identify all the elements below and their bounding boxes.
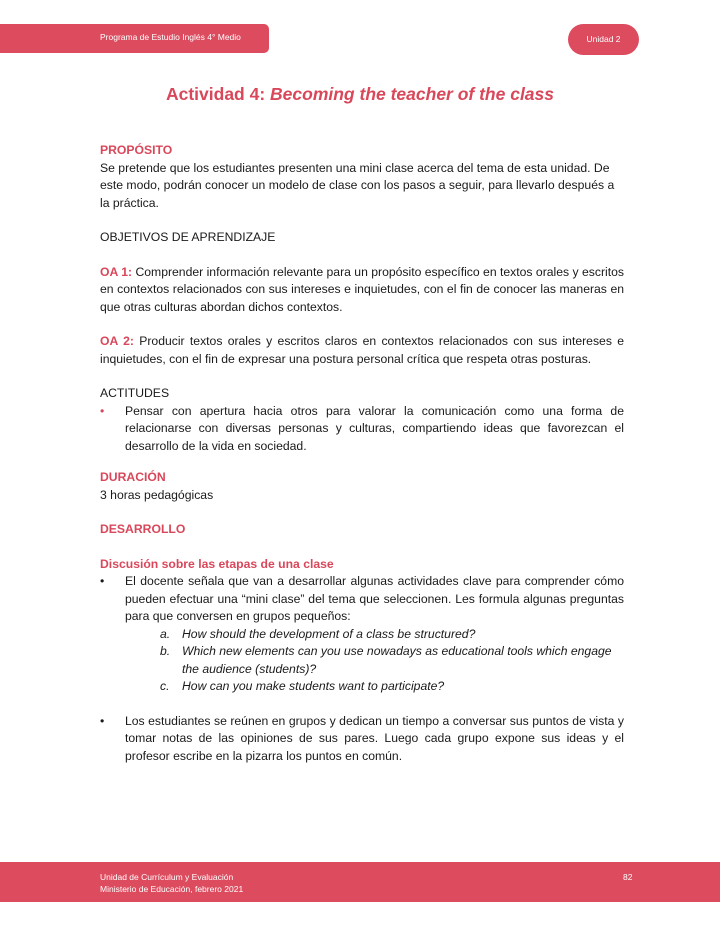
question-text: Which new elements can you use nowadays as educational tools which engage the audience (students)? [182,644,612,676]
oa1-paragraph [100,264,624,317]
activity-title-prefix: Actividad 4: [165,84,271,104]
desarrollo-bullet-1 [100,573,624,626]
question-letter: c. [160,679,170,693]
actitudes-heading: ACTITUDES [100,386,170,400]
duracion-text: 3 horas pedagógicas [100,487,214,502]
page-footer [0,862,720,902]
question-item [160,626,624,644]
question-item [160,678,624,696]
bullet-icon: • [100,403,105,418]
oa2-paragraph [100,333,624,368]
proposito-text: Se pretende que los estudiantes presenten una mini clase acerca del tema de esta unidad. De este modo, podrán conocer un modelo de clase con los pasos a seguir, para llevarlo después a la práctica. [100,160,615,210]
question-text: How can you make students want to participate? [182,679,445,693]
activity-title [0,84,720,105]
actitudes-item-text: Pensar con apertura hacia otros para valorar la comunicación como una forma de relacionarse con diversas personas y culturas, compartiendo ideas que favorezcan el desarrollo de la vida en sociedad. [125,403,624,453]
oa2-label: OA 2: [100,334,134,348]
activity-title-italic: Becoming the teacher of the class [270,84,555,104]
desarrollo-bullet-2-text: Los estudiantes se reúnen en grupos y dedican un tiempo a conversar sus puntos de vista y tomar notas de las opiniones de sus pares. Luego cada grupo expone sus ideas y el profesor escribe en la pizarra los puntos en común. [125,713,624,763]
question-item [160,643,624,678]
duracion-heading: DURACIÓN [100,470,166,484]
proposito-heading: PROPÓSITO [100,143,173,157]
bullet-icon: • [100,713,105,728]
desarrollo-heading: DESARROLLO [100,522,186,536]
oa2-text: Producir textos orales y escritos claros en contextos relacionados con sus intereses e inquietudes, con el fin de expresar una postura personal crítica que respeta otras posturas. [100,334,624,366]
header-program-tab [0,24,269,53]
oa1-label: OA 1: [100,264,133,279]
unit-badge: Unidad 2 [568,24,639,55]
question-list [100,626,624,696]
header-program-label: Programa de Estudio Inglés 4° Medio [100,32,241,42]
footer-unit: Unidad de Currículum y Evaluación [100,872,234,882]
desarrollo-bullet-2 [100,713,624,766]
objetivos-heading: OBJETIVOS DE APRENDIZAJE [100,230,276,244]
question-letter: a. [160,626,171,641]
document-body [100,142,624,765]
bullet-icon: • [100,574,105,588]
question-letter: b. [160,644,171,658]
oa1-text: Comprender información relevante para un propósito específico en textos orales y escritos en contextos relacionados con sus intereses e inquietudes, con el fin de conocer las maneras en que otras culturas abordan dichos contextos. [100,264,624,314]
actitudes-item [100,403,624,456]
desarrollo-bullet-1-text: El docente señala que van a desarrollar algunas actividades clave para comprender cómo pueden efectuar una “mini clase” del tema que seleccionen. Les formula algunas preguntas para que conversen en grupos pequeños: [125,574,624,623]
desarrollo-subheading: Discusión sobre las etapas de una clase [100,556,334,571]
footer-ministry: Ministerio de Educación, febrero 2021 [100,884,244,894]
page-number: 82 [623,872,633,882]
question-text: How should the development of a class be structured? [182,626,476,641]
